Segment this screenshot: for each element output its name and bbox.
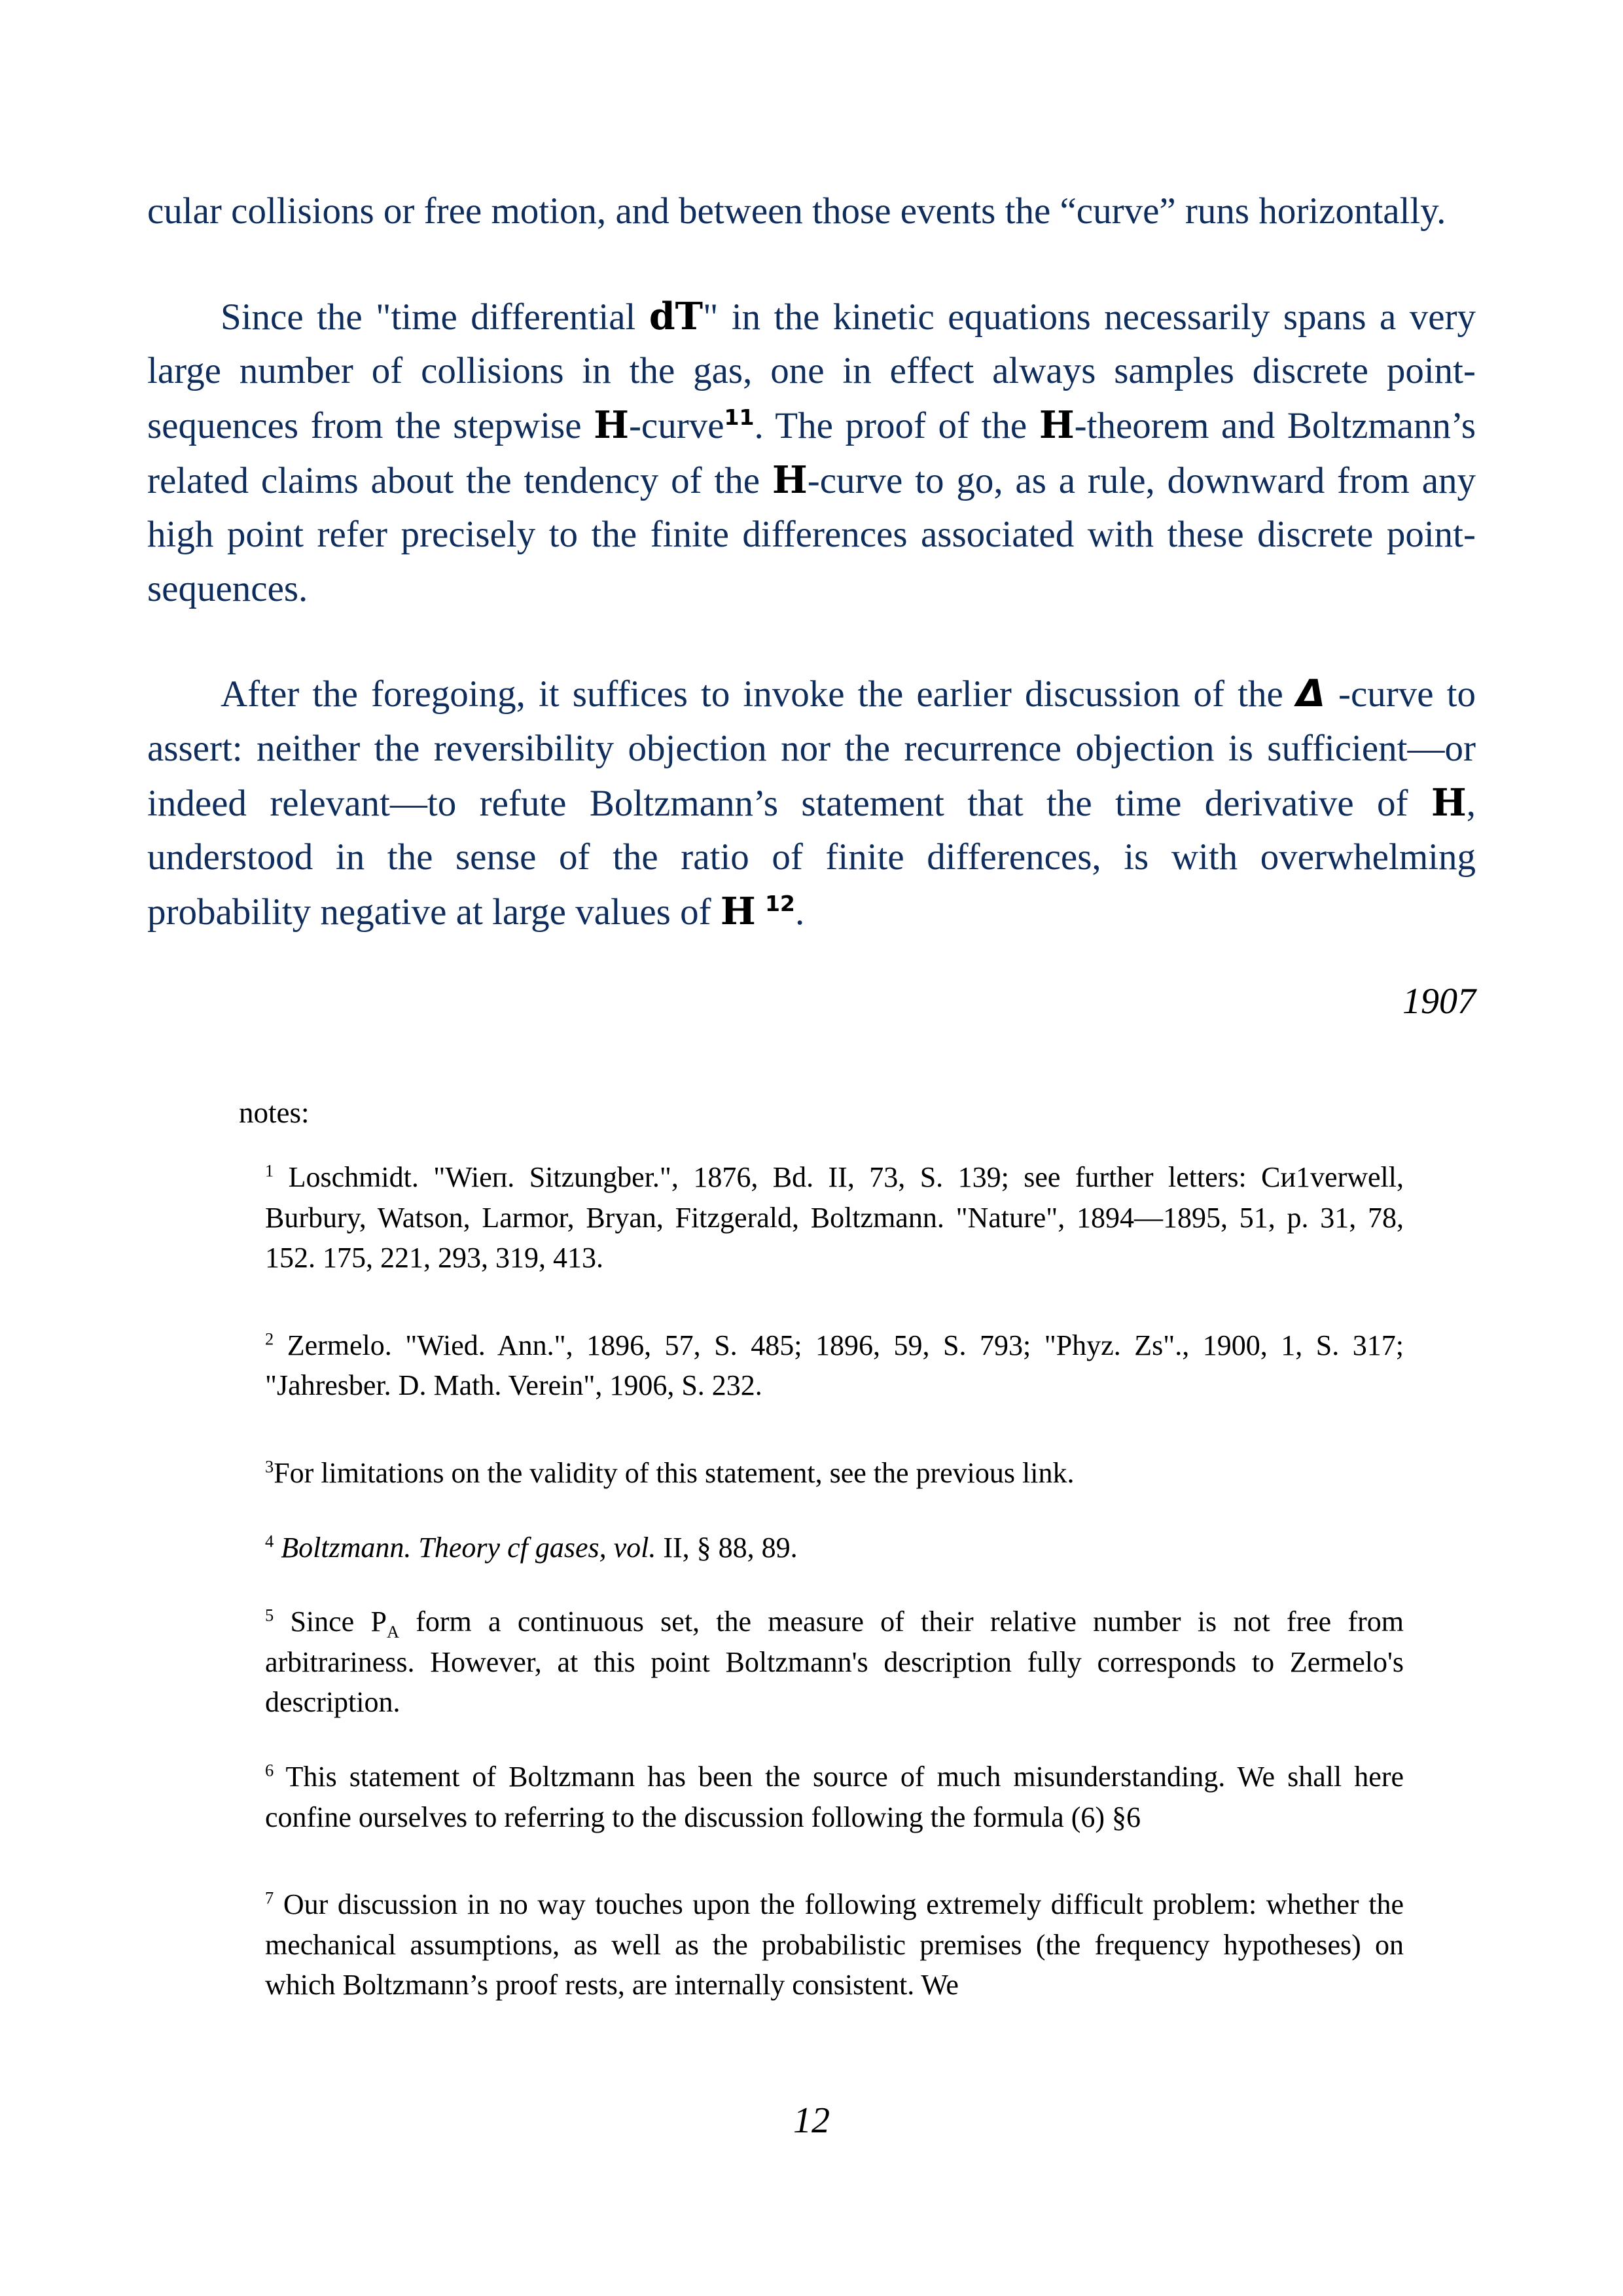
paragraph-text: Since the "time differential xyxy=(221,296,649,338)
formula-H: H xyxy=(1431,780,1467,825)
page-number: 12 xyxy=(793,2100,830,2141)
footnote-text: Zermelo. "Wied. Ann.", 1896, 57, S. 485; 1896, 59, S. 793; "Phyz. Zs"., 1900, 1, S. 317; "Jahresber. D. Math. Verein", 1906, S. 232. xyxy=(265,1329,1404,1402)
formula-H: H xyxy=(772,457,808,502)
year-label: 1907 xyxy=(1402,980,1476,1022)
paragraph-text: . The proof of the xyxy=(754,404,1039,446)
paragraph-text: . xyxy=(794,891,805,933)
footnote-marker: 7 xyxy=(265,1888,274,1908)
footnote-3 xyxy=(265,1453,1404,1494)
footnote-4 xyxy=(265,1528,1404,1568)
footnote-text: Loschmidt. "Wieп. Sitzungber.", 1876, Bd. II, 73, S. 139; see further letters: Си1verwell, Burbury, Watson, Larmor, Bryan, Fitzgerald, Boltzmann. "Nature", 1894—1895, 51, p. 31, 78, 152. 175, 221, 293, 319, 413. xyxy=(265,1160,1404,1274)
formula-H: H xyxy=(1039,403,1075,447)
footnote-reference-12: 12 xyxy=(764,891,795,917)
paragraph-text: , understood in the sense of the ratio of finite differences, is with overwhelming probability negative at large values of xyxy=(147,782,1476,933)
paragraph-text: -curve xyxy=(628,404,724,446)
footnote-text: Our discussion in no way touches upon the following extremely difficult problem: whether the mechanical assumptions, as well as the probabilistic premises (the frequency hypotheses) on which Boltzmann’s proof rests, are internally consistent. We xyxy=(265,1888,1404,2001)
footnote-marker: 6 xyxy=(265,1760,274,1780)
footnote-marker: 1 xyxy=(265,1160,274,1181)
footnote-text: II, § 88, 89. xyxy=(656,1531,798,1564)
footnote-marker: 2 xyxy=(265,1329,274,1349)
footnote-text: Since P xyxy=(274,1605,387,1638)
footnote-2 xyxy=(265,1325,1404,1406)
footnotes-section xyxy=(265,1157,1404,2005)
footnote-text: For limitations on the validity of this statement, see the previous link. xyxy=(274,1456,1075,1489)
footnote-6 xyxy=(265,1757,1404,1837)
paragraph-text: After the foregoing, it suffices to invoke the earlier discussion of the xyxy=(221,673,1296,715)
body-paragraph-2 xyxy=(147,290,1476,617)
formula-delta: Δ xyxy=(1296,672,1325,716)
footnote-1 xyxy=(265,1157,1404,1278)
footnote-reference-11: 11 xyxy=(724,404,755,430)
paragraph-text: -curve to go, as a rule, downward from any high point refer precisely to the finite differences associated with these discrete point-sequences. xyxy=(147,459,1476,609)
notes-heading: notes: xyxy=(239,1096,310,1130)
paragraph-text: -theorem and Boltzmann’s related claims about the tendency of the xyxy=(147,404,1476,501)
paragraph-text: -curve to assert: neither the reversibility objection nor the recurrence objection is sufficient—or indeed relevant—to refute Boltzmann’s statement that the time derivative of xyxy=(147,673,1476,824)
formula-H: H xyxy=(594,403,629,447)
footnote-7 xyxy=(265,1884,1404,2005)
formula-dT: dT xyxy=(649,294,704,338)
body-paragraph-3 xyxy=(147,667,1476,939)
formula-H: H xyxy=(720,889,756,934)
body-paragraph-1 xyxy=(147,185,1476,239)
footnote-text: form a continuous set, the measure of their relative number is not free from arbitrariness. However, at this point Boltzmann's description fully corresponds to Zermelo's description. xyxy=(265,1605,1404,1719)
footnote-marker: 4 xyxy=(265,1530,274,1551)
body-text xyxy=(147,185,1476,2005)
paragraph-text: cular collisions or free motion, and between those events the “curve” runs horizontally. xyxy=(147,190,1446,232)
footnote-text: This statement of Boltzmann has been the source of much misunderstanding. We shall here confine ourselves to referring to the discussion following the formula (6) §6 xyxy=(265,1760,1404,1833)
footnote-marker: 3 xyxy=(265,1456,274,1477)
footnote-5 xyxy=(265,1602,1404,1723)
paragraph-text: " in the kinetic equations necessarily spans a very large number of collisions in the gas, one in effect always samples discrete point-sequences from the stepwise xyxy=(147,296,1476,446)
footnote-marker: 5 xyxy=(265,1605,274,1625)
subscript-A: A xyxy=(386,1621,399,1641)
footnote-citation-italic: Boltzmann. Theory cf gases, vol. xyxy=(274,1531,656,1564)
